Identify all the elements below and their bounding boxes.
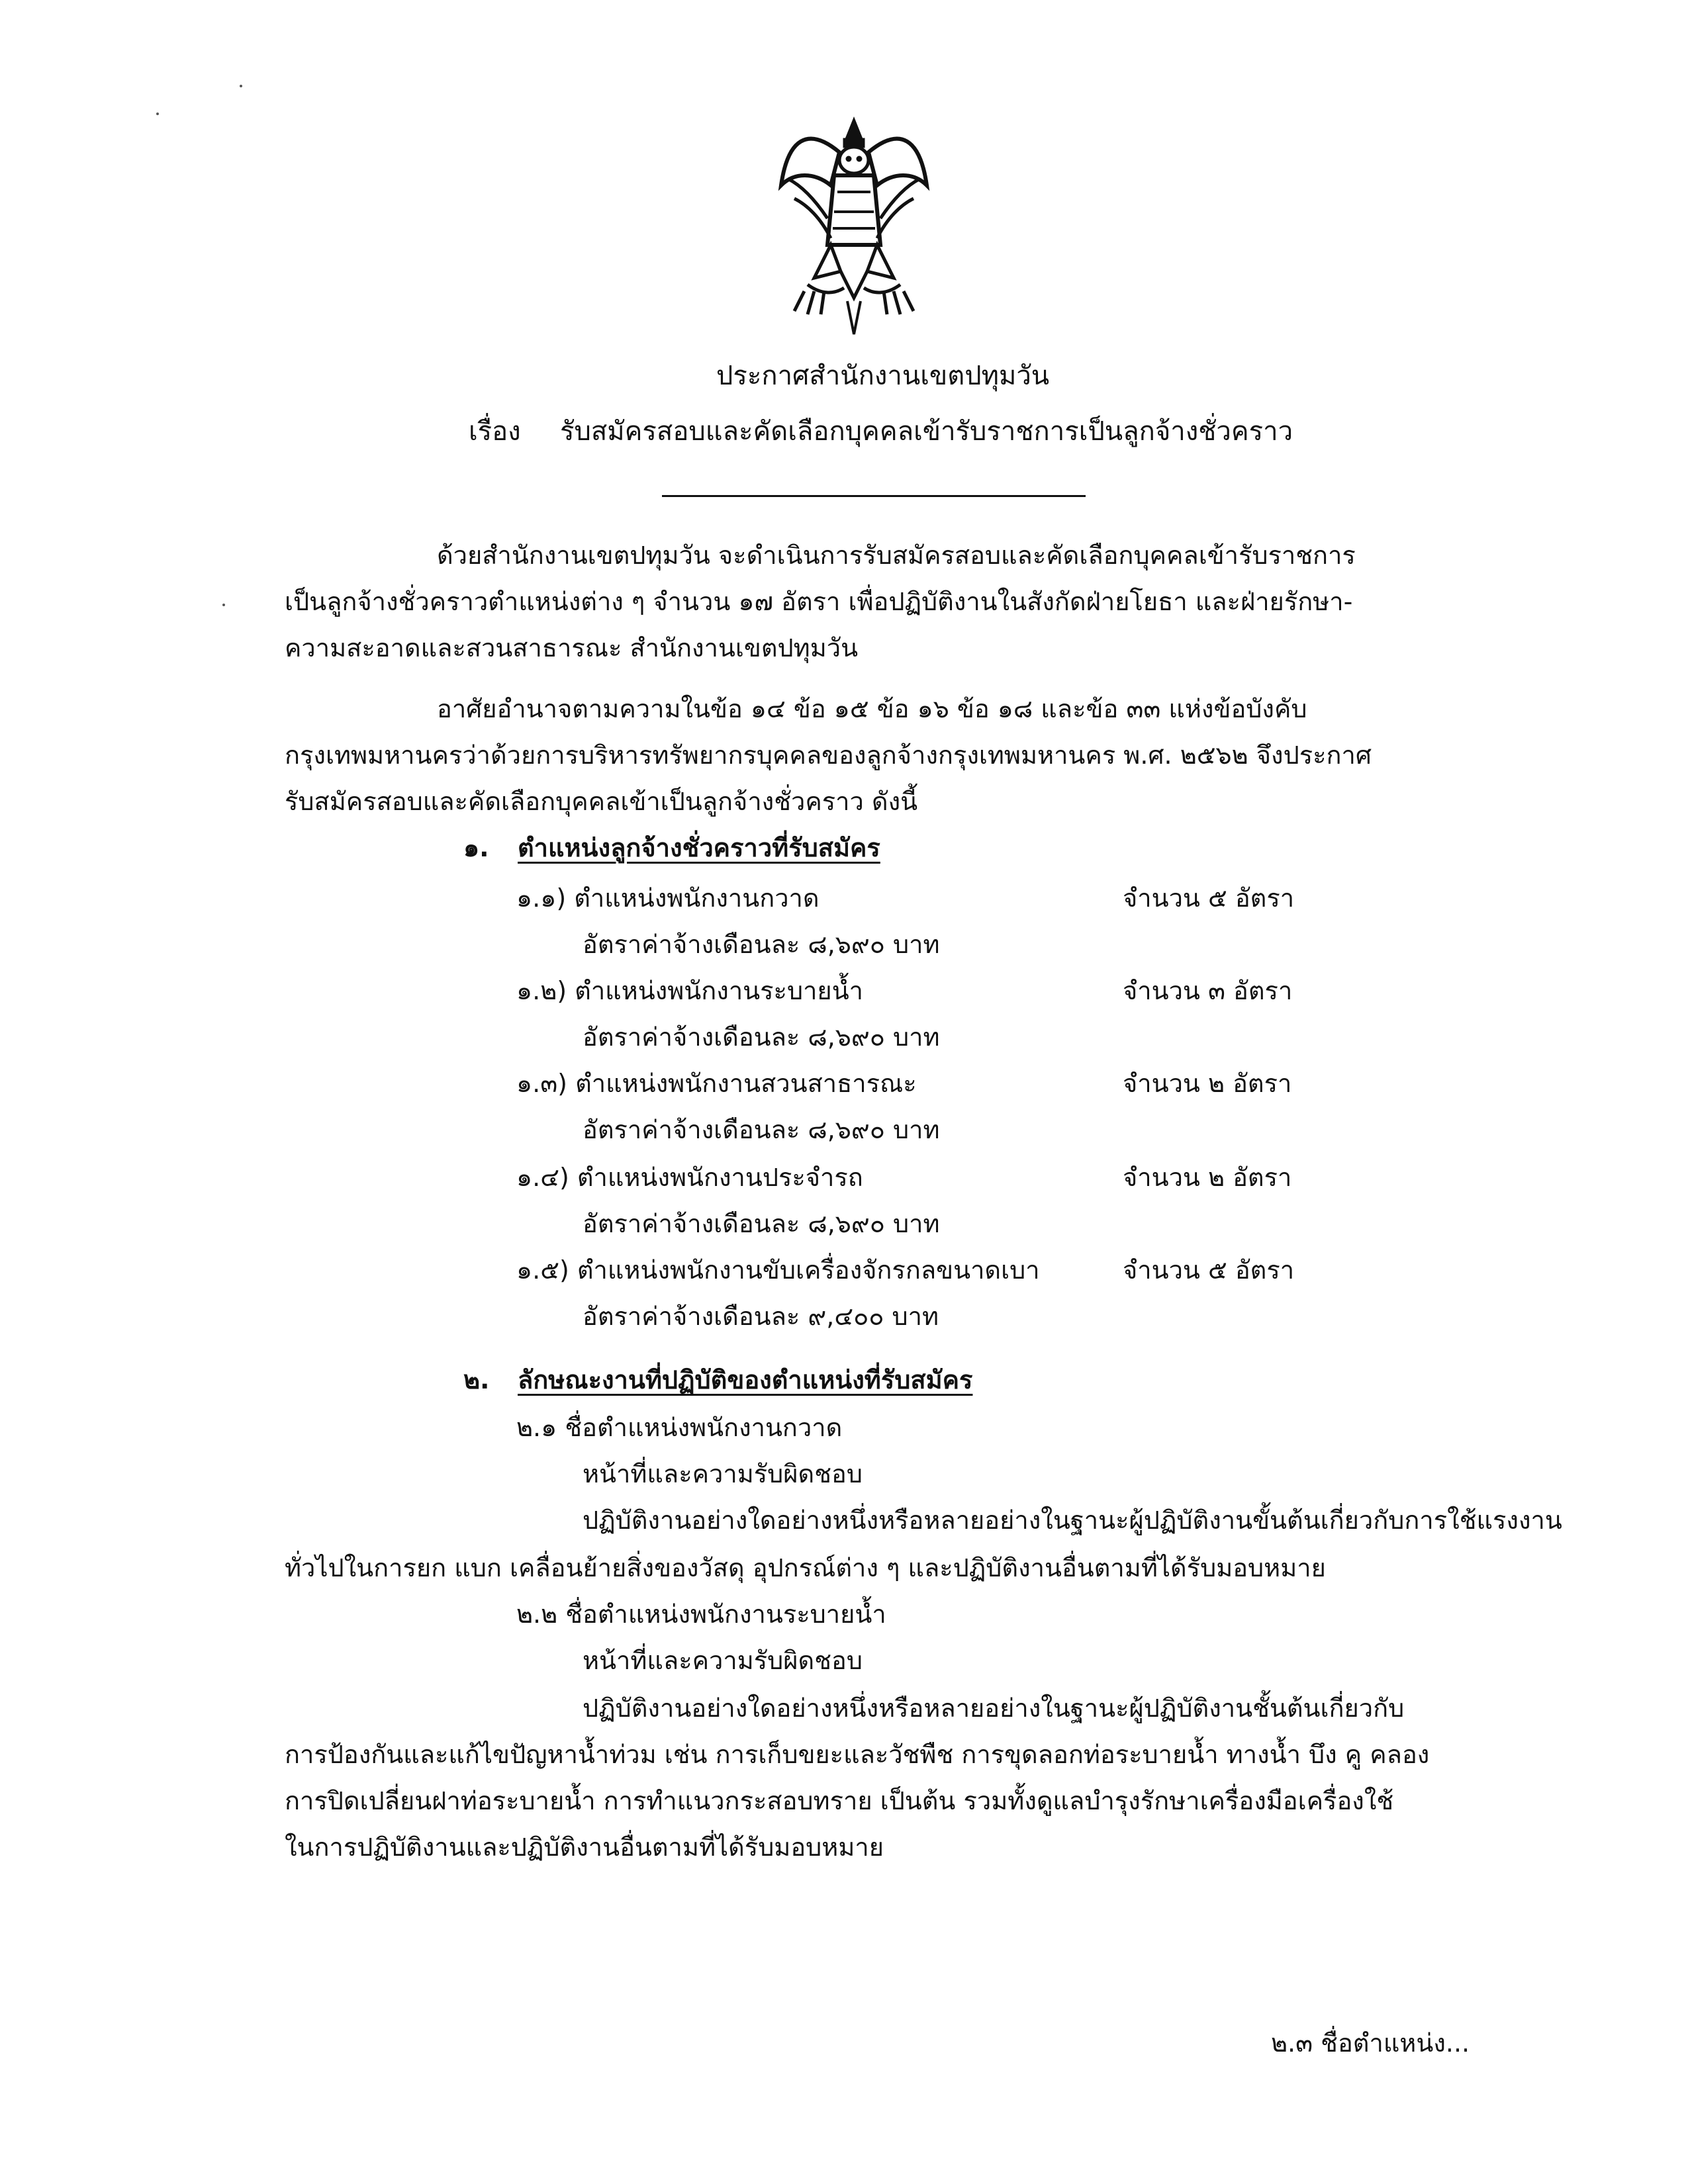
duty-2-1-label: หน้าที่และความรับผิดชอบ xyxy=(583,1459,863,1488)
section2-heading: ลักษณะงานที่ปฏิบัติของตำแหน่งที่รับสมัคร xyxy=(518,1365,973,1394)
duty-2-1-title: ๒.๑ ชื่อตำแหน่งพนักงานกวาด xyxy=(516,1413,843,1442)
position-4-count: จำนวน ๒ อัตรา xyxy=(1123,1163,1292,1192)
duty-2-2-title: ๒.๒ ชื่อตำแหน่งพนักงานระบายน้ำ xyxy=(516,1600,886,1629)
subject-label: เรื่อง xyxy=(469,416,521,447)
paragraph2-line3: รับสมัครสอบและคัดเลือกบุคคลเข้าเป็นลูกจ้างชั่วคราว ดังนี้ xyxy=(285,787,918,816)
position-3-count: จำนวน ๒ อัตรา xyxy=(1123,1069,1292,1098)
section2-number: ๒. xyxy=(463,1365,490,1394)
duty-2-1-line2: ทั่วไปในการยก แบก เคลื่อนย้ายสิ่งของวัสดุ อุปกรณ์ต่าง ๆ และปฏิบัติงานอื่นตามที่ได้รับมอบหมาย xyxy=(285,1553,1326,1582)
position-2-title: ๑.๒) ตำแหน่งพนักงานระบายน้ำ xyxy=(516,976,864,1005)
position-1-wage: อัตราค่าจ้างเดือนละ ๘,๖๙๐ บาท xyxy=(583,930,940,959)
paragraph2-line1: อาศัยอำนาจตามความในข้อ ๑๔ ข้อ ๑๕ ข้อ ๑๖ ข้อ ๑๘ และข้อ ๓๓ แห่งข้อบังคับ xyxy=(437,694,1307,723)
position-2-wage: อัตราค่าจ้างเดือนละ ๘,๖๙๐ บาท xyxy=(583,1023,940,1052)
garuda-emblem-icon xyxy=(768,113,940,338)
duty-2-2-line1: ปฏิบัติงานอย่างใดอย่างหนึ่งหรือหลายอย่างในฐานะผู้ปฏิบัติงานชั้นต้นเกี่ยวกับ xyxy=(583,1694,1405,1723)
scan-speck xyxy=(222,604,225,606)
duty-2-1-line1: ปฏิบัติงานอย่างใดอย่างหนึ่งหรือหลายอย่างในฐานะผู้ปฏิบัติงานขั้นต้นเกี่ยวกับการใช้แรงงาน xyxy=(583,1506,1562,1535)
position-1-count: จำนวน ๕ อัตรา xyxy=(1123,884,1295,913)
position-3-wage: อัตราค่าจ้างเดือนละ ๘,๖๙๐ บาท xyxy=(583,1115,940,1144)
paragraph1-line1: ด้วยสำนักงานเขตปทุมวัน จะดำเนินการรับสมัครสอบและคัดเลือกบุคคลเข้ารับราชการ xyxy=(437,541,1356,570)
paragraph1-line3: ความสะอาดและสวนสาธารณะ สำนักงานเขตปทุมวัน xyxy=(285,633,859,662)
scan-speck xyxy=(156,113,159,115)
duty-2-2-line3: การปิดเปลี่ยนฝาท่อระบายน้ำ การทำแนวกระสอบทราย เป็นต้น รวมทั้งดูแลบำรุงรักษาเครื่องมือเครื่องใช้ xyxy=(285,1786,1394,1815)
paragraph1-line2: เป็นลูกจ้างชั่วคราวตำแหน่งต่าง ๆ จำนวน ๑๗ อัตรา เพื่อปฏิบัติงานในสังกัดฝ่ายโยธา และฝ่ายรักษา- xyxy=(285,587,1353,616)
position-3-title: ๑.๓) ตำแหน่งพนักงานสวนสาธารณะ xyxy=(516,1069,917,1098)
subject-text: รับสมัครสอบและคัดเลือกบุคคลเข้ารับราชการเป็นลูกจ้างชั่วคราว xyxy=(560,416,1293,447)
position-5-wage: อัตราค่าจ้างเดือนละ ๙,๔๐๐ บาท xyxy=(583,1302,939,1331)
duty-2-2-line2: การป้องกันและแก้ไขปัญหาน้ำท่วม เช่น การเก็บขยะและวัชพืช การขุดลอกท่อระบายน้ำ ทางน้ำ บึง คู คลอง xyxy=(285,1740,1430,1769)
position-5-count: จำนวน ๕ อัตรา xyxy=(1123,1255,1295,1285)
announcement-title: ประกาศสำนักงานเขตปทุมวัน xyxy=(716,361,1050,391)
scan-speck xyxy=(240,85,242,87)
position-5-title: ๑.๕) ตำแหน่งพนักงานขับเครื่องจักรกลขนาดเบา xyxy=(516,1255,1040,1285)
position-4-title: ๑.๔) ตำแหน่งพนักงานประจำรถ xyxy=(516,1163,863,1192)
duty-2-2-label: หน้าที่และความรับผิดชอบ xyxy=(583,1646,863,1675)
position-4-wage: อัตราค่าจ้างเดือนละ ๘,๖๙๐ บาท xyxy=(583,1209,940,1238)
position-2-count: จำนวน ๓ อัตรา xyxy=(1123,976,1293,1005)
section1-number: ๑. xyxy=(463,833,489,862)
title-divider xyxy=(662,495,1086,497)
paragraph2-line2: กรุงเทพมหานครว่าด้วยการบริหารทรัพยากรบุคคลของลูกจ้างกรุงเทพมหานคร พ.ศ. ๒๕๖๒ จึงประกาศ xyxy=(285,741,1372,770)
position-1-title: ๑.๑) ตำแหน่งพนักงานกวาด xyxy=(516,884,820,913)
section1-heading: ตำแหน่งลูกจ้างชั่วคราวที่รับสมัคร xyxy=(518,833,880,862)
continuation-note: ๒.๓ ชื่อตำแหน่ง... xyxy=(1271,2028,1470,2058)
duty-2-2-line4: ในการปฏิบัติงานและปฏิบัติงานอื่นตามที่ได้รับมอบหมาย xyxy=(285,1833,884,1862)
